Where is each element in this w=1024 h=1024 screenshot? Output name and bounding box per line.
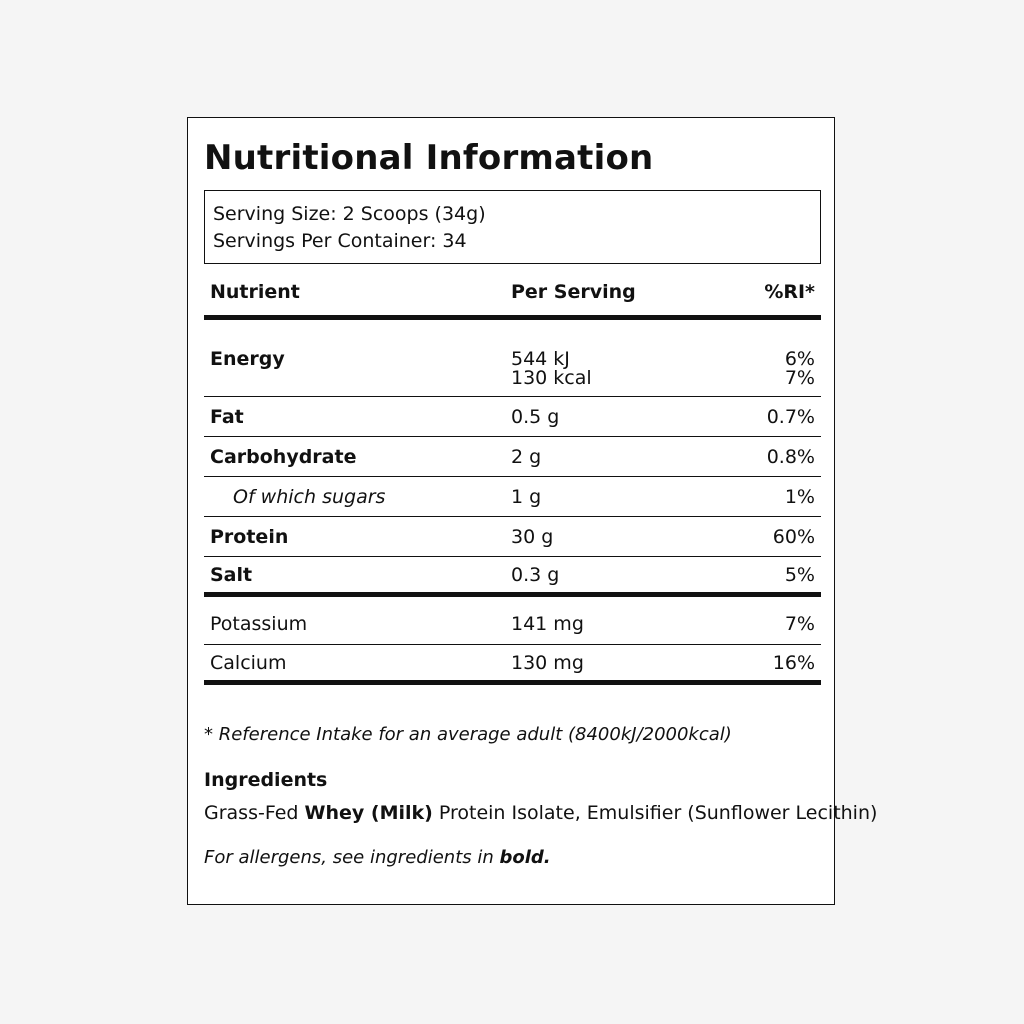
table-row-potassium [204, 597, 821, 645]
allergen-note-bold: bold. [499, 847, 551, 868]
ingredients-allergen: Whey (Milk) [304, 802, 433, 824]
nutrient-value: 0.5 g [511, 405, 560, 428]
ingredients-text [204, 802, 877, 824]
nutrient-value: 130 mg [511, 651, 584, 674]
nutrient-value: 141 mg [511, 613, 584, 635]
nutrient-name: Protein [210, 525, 289, 548]
table-row-protein [204, 517, 821, 557]
nutrient-value: 130 kcal [511, 367, 592, 389]
nutrient-ri: 1% [784, 485, 815, 508]
ri-footnote: * Reference Intake for an average adult (8400kJ/2000kcal) [204, 724, 732, 745]
nutrient-name: Calcium [210, 651, 287, 674]
table-row-energy-kcal [204, 360, 821, 397]
nutrient-ri: 6% [784, 348, 815, 370]
header-nutrient: Nutrient [210, 280, 300, 303]
table-row-fat [204, 397, 821, 437]
header-per-serving: Per Serving [511, 280, 636, 303]
nutrient-value: 1 g [511, 485, 542, 508]
nutrient-name: Carbohydrate [210, 445, 357, 468]
nutrient-value: 0.3 g [511, 563, 560, 586]
servings-per-container: Servings Per Container: 34 [213, 230, 467, 252]
nutrient-value: 544 kJ [511, 348, 570, 370]
header-ri: %RI* [764, 280, 815, 303]
table-header-row [204, 268, 821, 320]
ingredients-title: Ingredients [204, 769, 328, 791]
allergen-note-text: For allergens, see ingredients in [204, 847, 500, 868]
serving-size: Serving Size: 2 Scoops (34g) [213, 203, 486, 225]
label-title: Nutritional Information [204, 138, 654, 178]
table-row-calcium [204, 645, 821, 685]
table-row-carbohydrate [204, 437, 821, 477]
nutrient-name: Of which sugars [233, 485, 386, 508]
nutrient-name: Fat [210, 405, 244, 428]
nutrient-value: 30 g [511, 525, 554, 548]
nutrient-ri: 16% [772, 651, 815, 674]
nutrient-ri: 60% [772, 525, 815, 548]
allergen-note [204, 847, 551, 868]
nutrient-ri: 7% [784, 367, 815, 389]
ingredients-suffix: Protein Isolate, Emulsifier (Sunflower Lecithin) [432, 802, 878, 824]
nutrient-ri: 7% [784, 613, 815, 635]
nutrient-ri: 0.7% [766, 405, 815, 428]
nutrition-label [187, 117, 878, 905]
nutrient-value: 2 g [511, 445, 542, 468]
nutrient-name: Salt [210, 563, 253, 586]
nutrient-ri: 5% [784, 563, 815, 586]
ingredients-prefix: Grass-Fed [204, 802, 305, 824]
nutrient-name: Energy [210, 348, 285, 370]
nutrient-name: Potassium [210, 613, 308, 635]
table-row-salt [204, 557, 821, 597]
nutrient-ri: 0.8% [766, 445, 815, 468]
table-row-sugars [204, 477, 821, 517]
nutrition-table [204, 268, 821, 685]
serving-info-box [204, 190, 821, 264]
table-row-energy-kj [204, 320, 821, 370]
